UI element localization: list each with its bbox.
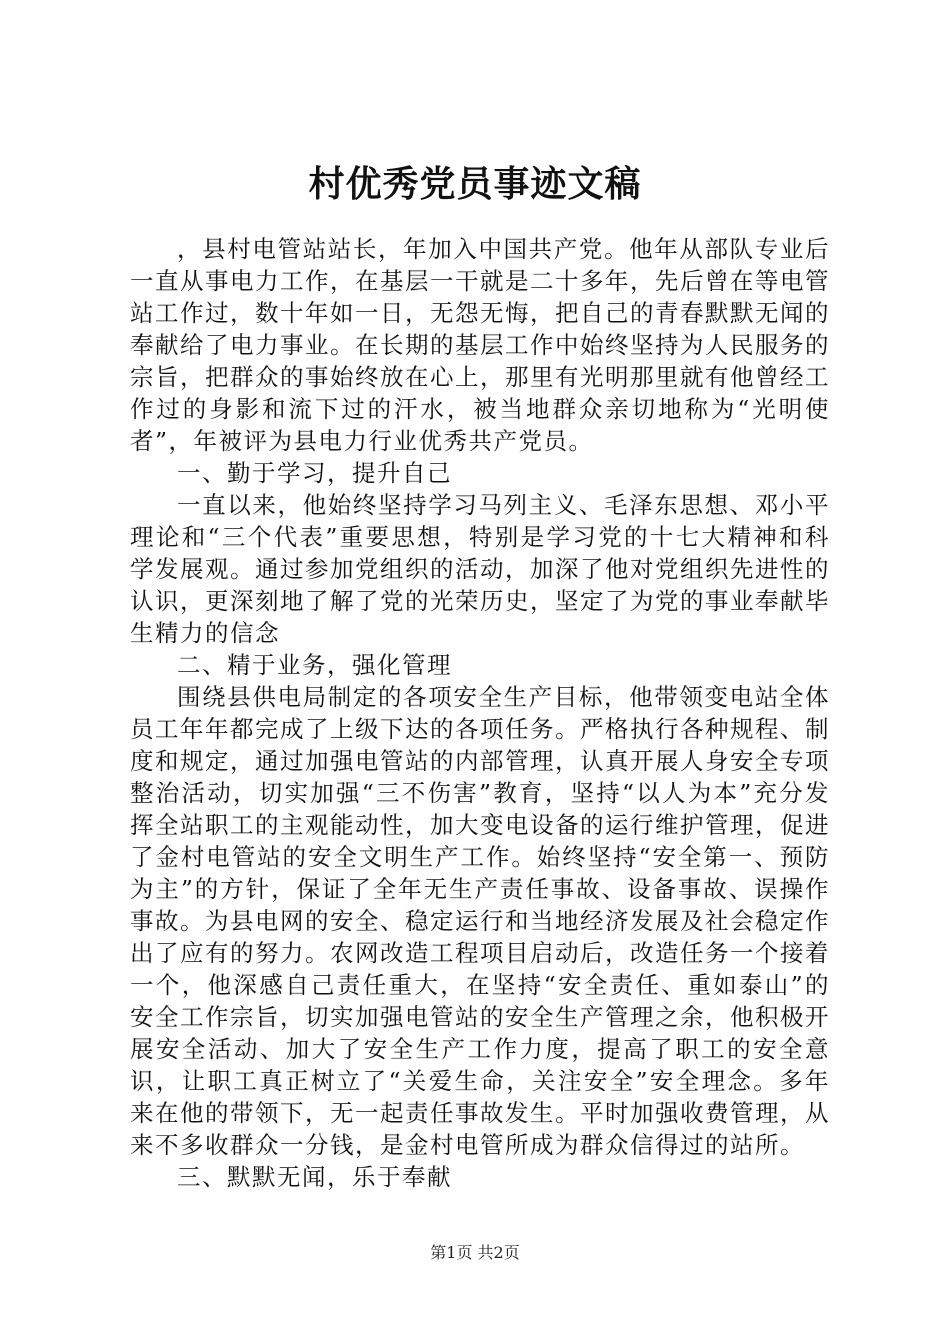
section-heading-business: 二、精于业务，强化管理 [177, 651, 452, 679]
document-body [130, 233, 830, 1193]
study-paragraph: 一直以来，他始终坚持学习马列主义、毛泽东思想、邓小平理论和“三个代表”重要思想，特别是学习党的十七大精神和科学发展观。通过参加党组织的活动，加深了他对党组织先进性的认识，更深刻地了解了党的光荣历史，坚定了为党的事业奉献毕生精力的信念 [130, 491, 830, 647]
section-heading-study: 一、勤于学习，提升自己 [177, 459, 452, 487]
section-heading-dedication: 三、默默无闻，乐于奉献 [177, 1163, 452, 1191]
intro-paragraph: ，县村电管站站长，年加入中国共产党。他年从部队专业后一直从事电力工作，在基层一干就是二十多年，先后曾在等电管站工作过，数十年如一日，无怨无悔，把自己的青春默默无闻的奉献给了电力事业。在长期的基层工作中始终坚持为人民服务的宗旨，把群众的事始终放在心上，那里有光明那里就有他曾经工作过的身影和流下过的汗水，被当地群众亲切地称为“光明使者”，年被评为县电力行业优秀共产党员。 [130, 235, 830, 455]
business-paragraph: 围绕县供电局制定的各项安全生产目标，他带领变电站全体员工年年都完成了上级下达的各项任务。严格执行各种规程、制度和规定，通过加强电管站的内部管理，认真开展人身安全专项整治活动，切实加强“三不伤害”教育，坚持“以人为本”充分发挥全站职工的主观能动性，加大变电设备的运行维护管理，促进了金村电管站的安全文明生产工作。始终坚持“安全第一、预防为主”的方针，保证了全年无生产责任事故、设备事故、误操作事故。为县电网的安全、稳定运行和当地经济发展及社会稳定作出了应有的努力。农网改造工程项目启动后，改造任务一个接着一个，他深感自己责任重大，在坚持“安全责任、重如泰山”的安全工作宗旨，切实加强电管站的安全生产管理之余，他积极开展安全活动、加大了安全生产工作力度，提高了职工的安全意识，让职工真正树立了“关爱生命，关注安全”安全理念。多年来在他的带领下，无一起责任事故发生。平时加强收费管理，从来不多收群众一分钱，是金村电管所成为群众信得过的站所。 [130, 683, 830, 1159]
page-footer: 第1页 共2页 [430, 1243, 520, 1262]
document-title: 村优秀党员事迹文稿 [308, 163, 642, 205]
